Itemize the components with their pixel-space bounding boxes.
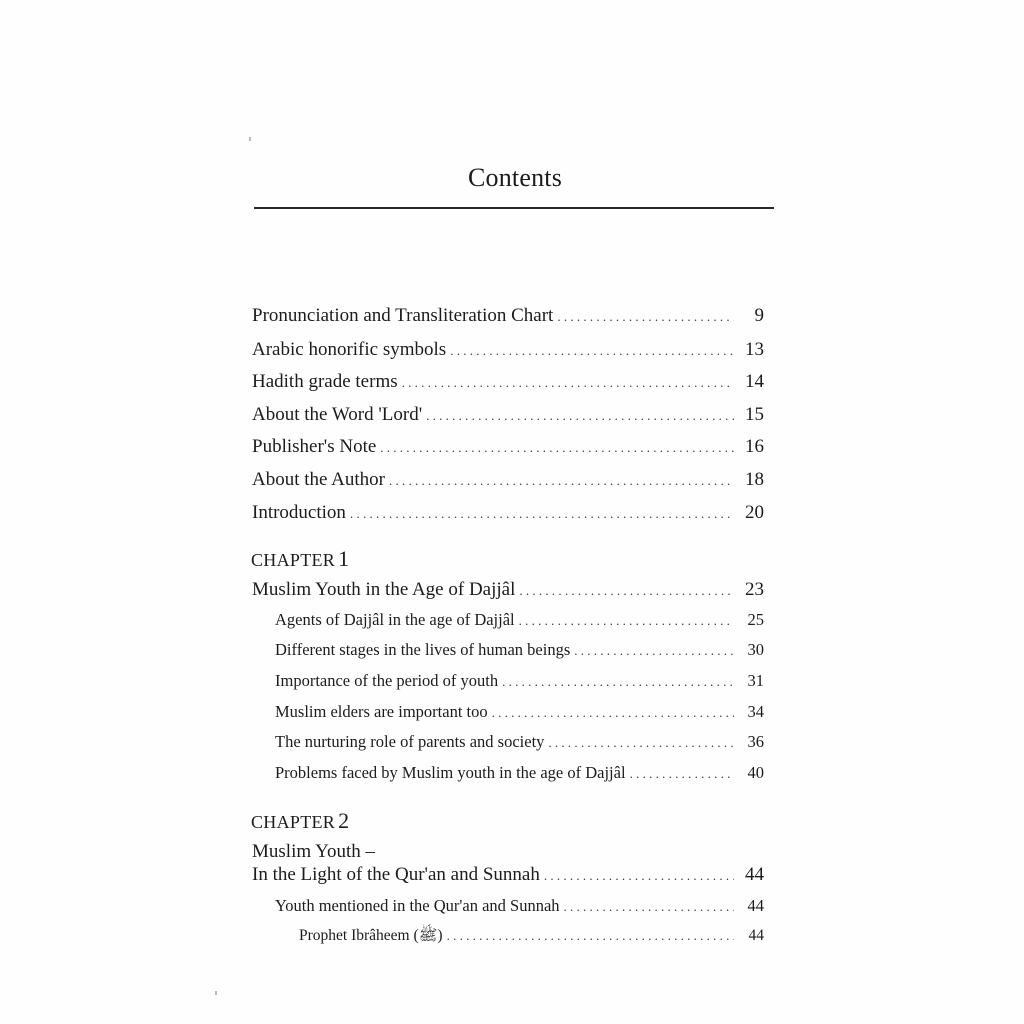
dot-leader (426, 408, 734, 424)
dot-leader (447, 928, 734, 944)
toc-entry-label: Agents of Dajjâl in the age of Dajjâl (275, 610, 515, 629)
toc-entry-page: 9 (754, 305, 764, 326)
toc-entry[interactable] (252, 502, 764, 524)
dot-leader (350, 506, 734, 522)
toc-entry-label: In the Light of the Qur'an and Sunnah (252, 864, 540, 885)
toc-entry-page: 30 (747, 640, 764, 659)
dot-leader (544, 868, 734, 884)
toc-entry-label-line1: Muslim Youth – (252, 841, 376, 862)
toc-subentry[interactable] (275, 896, 764, 916)
toc-entry-page: 16 (745, 436, 764, 457)
toc-entry-label: Youth mentioned in the Qur'an and Sunnah (275, 896, 560, 915)
toc-entry-page: 36 (747, 732, 764, 751)
toc-entry-label: Pronunciation and Transliteration Chart (252, 305, 554, 326)
toc-entry-label: Muslim elders are important too (275, 702, 488, 721)
toc-entry-page: 44 (745, 864, 764, 885)
toc-entry-page: 44 (747, 896, 764, 915)
chapter-heading (251, 808, 349, 834)
toc-subsubentry[interactable] (299, 925, 764, 948)
chapter-number: 2 (338, 808, 350, 833)
toc-entry-label: About the Author (252, 469, 385, 490)
toc-entry-page: 34 (747, 702, 764, 721)
toc-subentry[interactable] (275, 763, 764, 783)
toc-entry-label: The nurturing role of parents and society (275, 732, 545, 751)
dot-leader (574, 643, 734, 659)
toc-entry-page: 18 (745, 469, 764, 490)
toc-entry-page: 20 (745, 502, 764, 523)
toc-subentry[interactable] (275, 702, 764, 722)
toc-entry-label: Prophet Ibrâheem (ﷺ) (299, 927, 443, 944)
toc-entry-label: About the Word 'Lord' (252, 404, 423, 425)
dot-leader (564, 899, 734, 915)
dot-leader (519, 583, 734, 599)
toc-entry-page: 13 (745, 339, 764, 360)
toc-subentry[interactable] (275, 610, 764, 630)
chapter-heading (251, 546, 349, 572)
dot-leader (402, 375, 734, 391)
dot-leader (557, 309, 734, 325)
toc-entry-page: 31 (747, 671, 764, 690)
toc-entry[interactable] (252, 579, 764, 601)
chapter-word: CHAPTER (251, 550, 336, 570)
toc-entry[interactable] (252, 864, 764, 886)
toc-entry-label: Importance of the period of youth (275, 671, 499, 690)
toc-subentry[interactable] (275, 732, 764, 752)
toc-entry[interactable] (252, 404, 764, 426)
toc-entry-page: 23 (745, 579, 764, 600)
dot-leader (380, 440, 734, 456)
dot-leader (492, 705, 734, 721)
toc-entry-label: Publisher's Note (252, 436, 377, 457)
toc-entry-page: 14 (745, 371, 764, 392)
title-rule (254, 207, 774, 209)
page-title: Contents (467, 163, 563, 192)
dot-leader (630, 766, 734, 782)
toc-entry-page: 40 (747, 763, 764, 782)
toc-entry-label: Arabic honorific symbols (252, 339, 447, 360)
toc-entry-label: Different stages in the lives of human beings (275, 640, 571, 659)
toc-entry[interactable] (252, 436, 764, 458)
toc-entry-label: Hadith grade terms (252, 371, 398, 392)
toc-entry-label: Problems faced by Muslim youth in the age of Dajjâl (275, 763, 626, 782)
chapter-word: CHAPTER (251, 812, 336, 832)
toc-entry-page: 25 (747, 610, 764, 629)
chapter-number: 1 (338, 546, 350, 571)
toc-entry[interactable] (252, 339, 764, 361)
toc-entry-page: 15 (745, 404, 764, 425)
dot-leader (450, 343, 734, 359)
dot-leader (548, 735, 734, 751)
toc-entry[interactable] (252, 371, 764, 393)
toc-subentry[interactable] (275, 671, 764, 691)
dot-leader (389, 473, 734, 489)
scan-speck (249, 137, 251, 141)
toc-entry[interactable] (252, 469, 764, 491)
dot-leader (519, 613, 734, 629)
dot-leader (502, 674, 734, 690)
toc-entry-label: Introduction (252, 502, 346, 523)
toc-entry-label: Muslim Youth in the Age of Dajjâl (252, 579, 516, 600)
scan-speck (215, 991, 217, 995)
toc-subentry[interactable] (275, 640, 764, 660)
toc-entry-page: 44 (748, 927, 764, 944)
toc-entry[interactable] (252, 305, 764, 327)
